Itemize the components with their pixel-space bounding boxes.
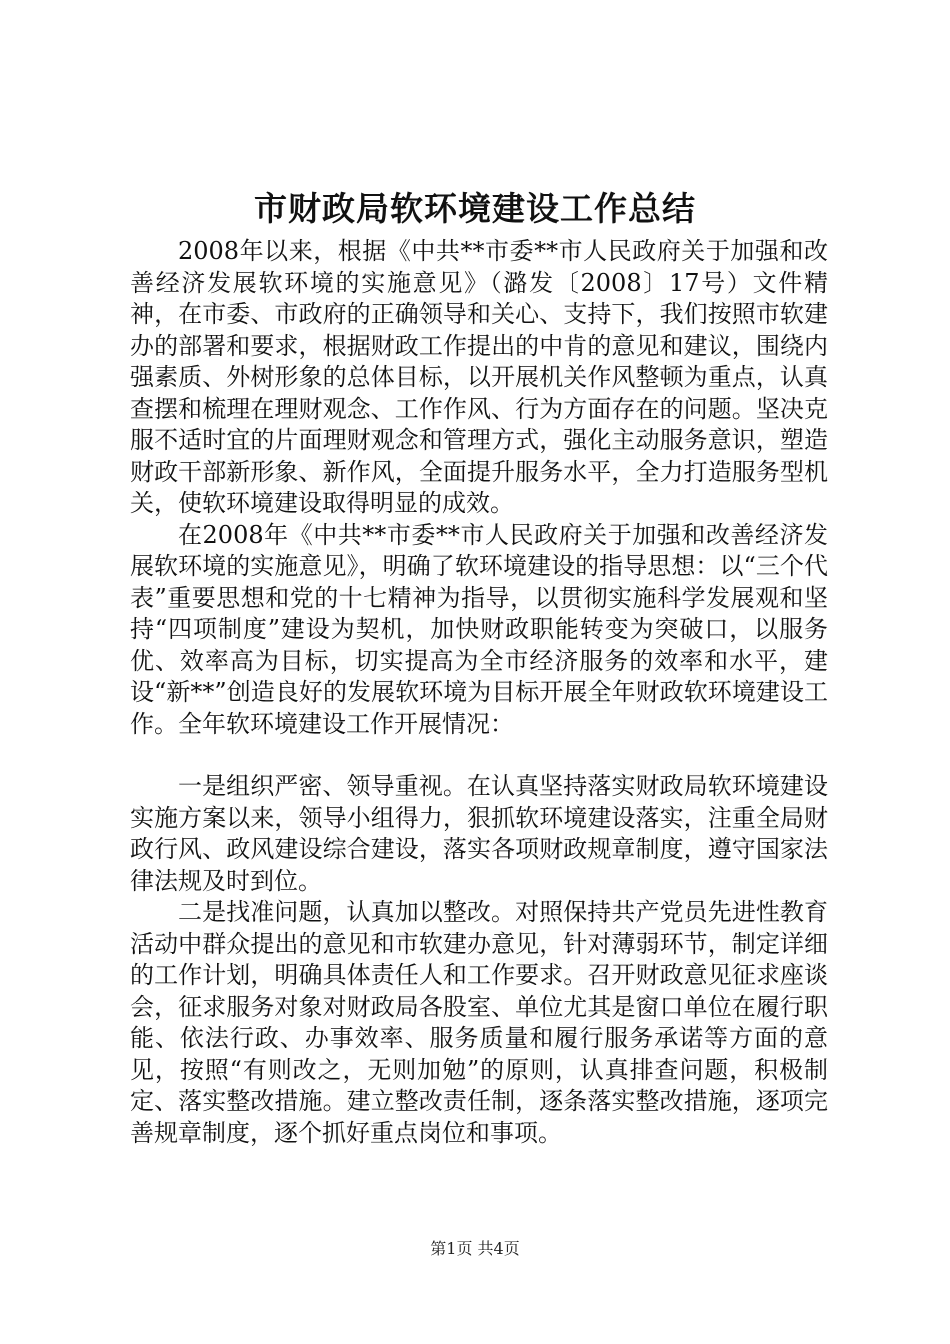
paragraph-point-two: 二是找准问题，认真加以整改。对照保持共产党员先进性教育活动中群众提出的意见和市软建办意见，针对薄弱环节，制定详细的工作计划，明确具体责任人和工作要求。召开财政意见征求座谈会，征求服务对象对财政局各股室、单位尤其是窗口单位在履行职能、依法行政、办事效率、服务质量和履行服务承诺等方面的意见，按照“有则改之，无则加勉”的原则，认真排查问题，积极制定、落实整改措施。建立整改责任制，逐条落实整改措施，逐项完善规章制度，逐个抓好重点岗位和事项。 — [130, 898, 828, 1147]
paragraph-point-one: 一是组织严密、领导重视。在认真坚持落实财政局软环境建设实施方案以来，领导小组得力，狠抓软环境建设落实，注重全局财政行风、政风建设综合建设，落实各项财政规章制度，遵守国家法律法规及时到位。 — [130, 772, 828, 895]
document-body — [130, 236, 828, 1149]
paragraph-intro: 2008年以来，根据《中共**市委**市人民政府关于加强和改善经济发展软环境的实施意见》（潞发〔2008〕17号）文件精神，在市委、市政府的正确领导和关心、支持下，我们按照市软建办的部署和要求，根据财政工作提出的中肯的意见和建议，围绕内强素质、外树形象的总体目标，以开展机关作风整顿为重点，认真查摆和梳理在理财观念、工作作风、行为方面存在的问题。坚决克服不适时宜的片面理财观念和管理方式，强化主动服务意识，塑造财政干部新形象、新作风，全面提升服务水平，全力打造服务型机关，使软环境建设取得明显的成效。 — [130, 237, 828, 517]
document-title: 市财政局软环境建设工作总结 — [254, 189, 696, 228]
page-footer: 第1页 共4页 — [430, 1239, 520, 1258]
paragraph-guiding-ideology: 在2008年《中共**市委**市人民政府关于加强和改善经济发展软环境的实施意见》，明确了软环境建设的指导思想：以“三个代表”重要思想和党的十七精神为指导，以贯彻实施科学发展观和坚持“四项制度”建设为契机，加快财政职能转变为突破口，以服务优、效率高为目标，切实提高为全市经济服务的效率和水平，建设“新**”创造良好的发展软环境为目标开展全年财政软环境建设工作。全年软环境建设工作开展情况： — [130, 520, 828, 738]
paragraph-gap — [130, 740, 828, 771]
